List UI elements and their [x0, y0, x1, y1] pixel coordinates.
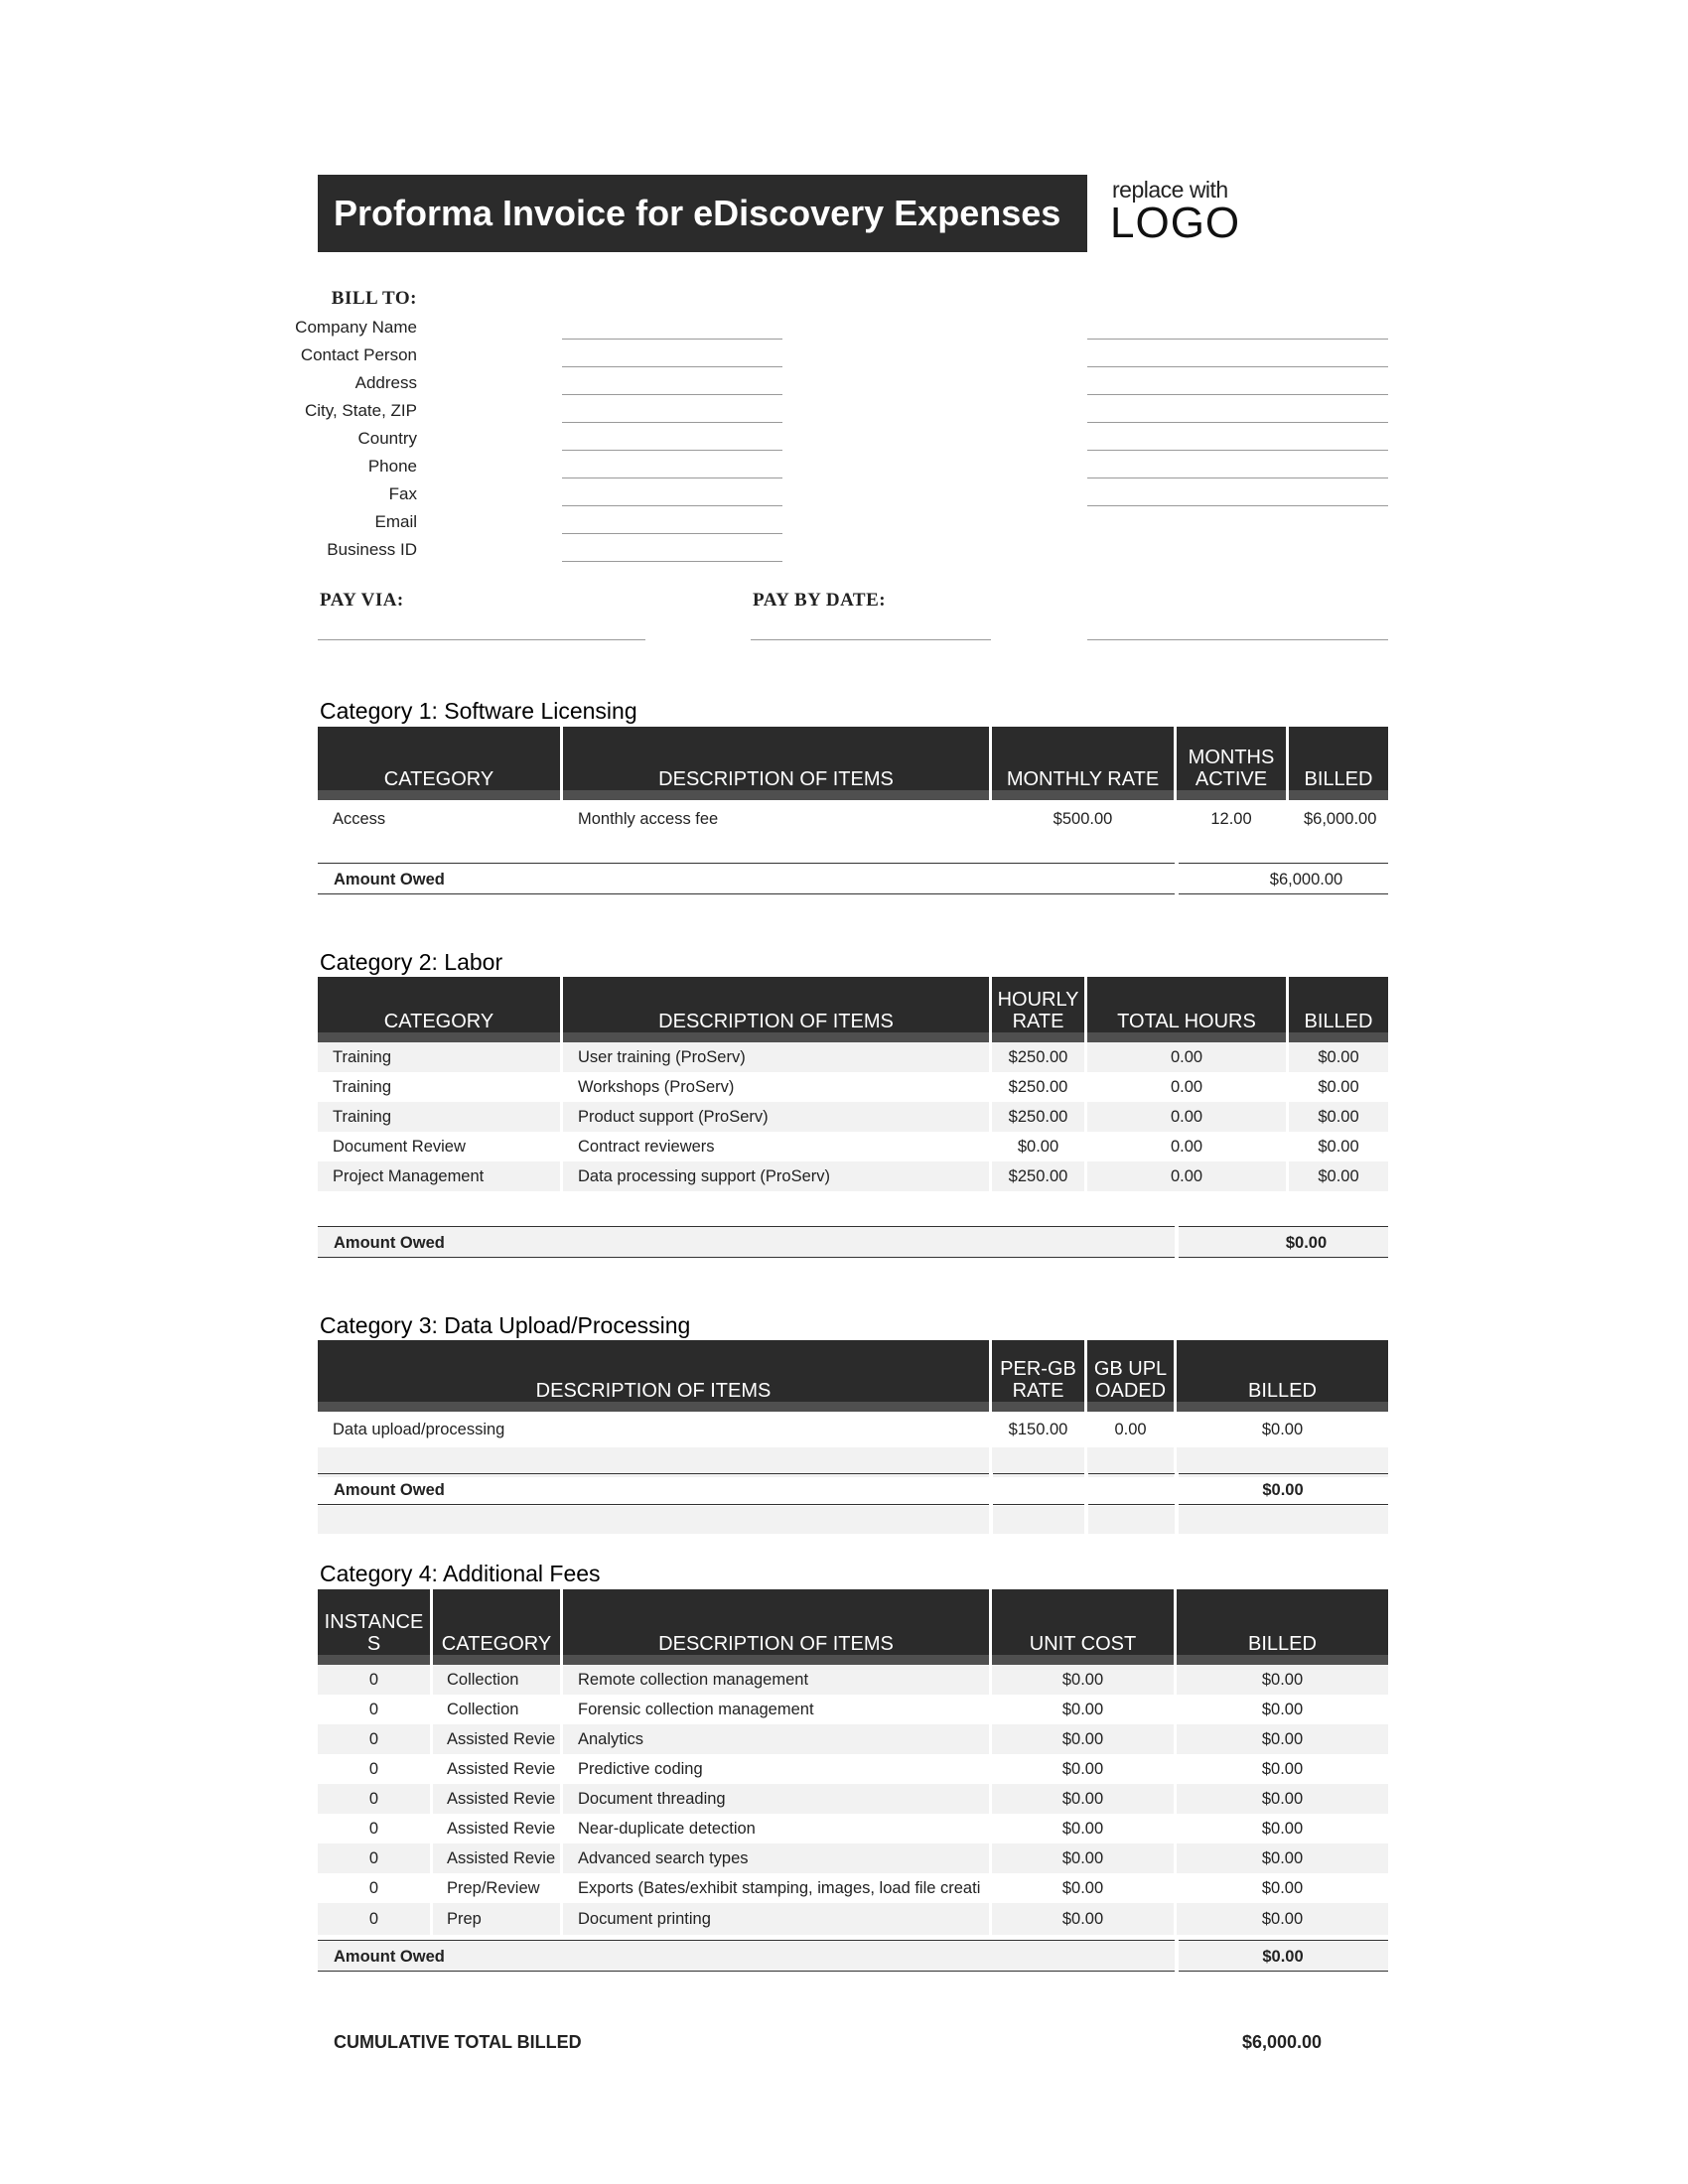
row-instances: 0	[318, 1724, 433, 1754]
row-instances: 0	[318, 1665, 433, 1695]
pay-via-label: PAY VIA:	[320, 590, 404, 611]
city-state-zip-field[interactable]	[562, 422, 782, 423]
row-rate: $250.00	[992, 1102, 1087, 1132]
row-unit-cost: $0.00	[992, 1665, 1177, 1695]
table-row	[318, 1102, 1388, 1132]
row-billed: $0.00	[1261, 1420, 1304, 1438]
column-header: PER-GB RATE	[992, 1340, 1087, 1402]
column-header: MONTHLY RATE	[992, 727, 1177, 790]
table-row	[318, 1412, 1388, 1447]
row-description: Advanced search types	[563, 1843, 992, 1873]
row-unit-cost: $0.00	[992, 1843, 1177, 1873]
table-row	[318, 1814, 1388, 1843]
row-billed: $0.00	[1289, 1042, 1388, 1072]
bill-to-heading: BILL TO:	[331, 288, 417, 309]
row-category: Collection	[433, 1695, 563, 1724]
column-header: DESCRIPTION OF ITEMS	[563, 977, 992, 1032]
pay-via-field[interactable]	[318, 639, 645, 640]
bill-to-country-label: Country	[357, 429, 417, 448]
table-row	[318, 1665, 1388, 1695]
row-billed: $6,000.00	[1304, 809, 1377, 828]
bill-to-email-label: Email	[374, 512, 417, 531]
logo-placeholder-caption: replace with	[1112, 177, 1228, 203]
amount-owed-value: $0.00	[1285, 1234, 1328, 1252]
table-row	[318, 1042, 1388, 1072]
category1-table	[318, 727, 1388, 838]
invoice-title: Proforma Invoice for eDiscovery Expenses	[318, 175, 1087, 252]
row-description: Workshops (ProServ)	[563, 1072, 992, 1102]
row-billed: $0.00	[1177, 1665, 1388, 1695]
bill-to-fax-label: Fax	[388, 484, 417, 503]
category1-title: Category 1: Software Licensing	[320, 698, 637, 724]
email-field[interactable]	[562, 533, 782, 534]
row-rate: $500.00	[992, 800, 1177, 838]
amount-owed-label: Amount Owed	[334, 1234, 445, 1252]
category1-amount-owed-row	[318, 863, 1388, 894]
row-billed: $0.00	[1177, 1843, 1388, 1873]
bill-to-address-label: Address	[354, 373, 417, 392]
column-header: GB UPLOADED	[1087, 1340, 1177, 1402]
column-header: CATEGORY	[433, 1589, 563, 1655]
row-category: Collection	[433, 1665, 563, 1695]
category3-title: Category 3: Data Upload/Processing	[320, 1312, 691, 1338]
column-header: DESCRIPTION OF ITEMS	[563, 727, 992, 790]
row-instances: 0	[318, 1814, 433, 1843]
table-row	[318, 1843, 1388, 1873]
category2-title: Category 2: Labor	[320, 949, 503, 975]
row-instances: 0	[318, 1754, 433, 1784]
row-unit-cost: $0.00	[992, 1814, 1177, 1843]
address-field[interactable]	[562, 394, 782, 395]
category4-amount-owed-row	[318, 1940, 1388, 1972]
row-quantity: 0.00	[1087, 1042, 1289, 1072]
amount-owed-label: Amount Owed	[334, 1481, 445, 1499]
row-category: Project Management	[318, 1161, 563, 1191]
row-description: Predictive coding	[563, 1754, 992, 1784]
row-category: Assisted Revie	[433, 1754, 563, 1784]
column-header: TOTAL HOURS	[1087, 977, 1289, 1032]
table-row	[318, 1072, 1388, 1102]
contact-person-field[interactable]	[562, 366, 782, 367]
row-description: Exports (Bates/exhibit stamping, images, load file creati	[563, 1873, 992, 1903]
category3-spacer-row	[318, 1506, 1388, 1534]
row-billed: $0.00	[1289, 1102, 1388, 1132]
company-name-field[interactable]	[562, 339, 782, 340]
row-category: Assisted Revie	[433, 1784, 563, 1814]
pay-by-date-label: PAY BY DATE:	[753, 590, 887, 611]
row-instances: 0	[318, 1873, 433, 1903]
row-billed: $0.00	[1261, 1759, 1304, 1778]
row-description: Document printing	[563, 1903, 992, 1935]
row-description: Product support (ProServ)	[563, 1102, 992, 1132]
row-description: Analytics	[563, 1724, 992, 1754]
row-category: Assisted Revie	[433, 1814, 563, 1843]
category4-title: Category 4: Additional Fees	[320, 1561, 601, 1586]
row-unit-cost: $0.00	[992, 1903, 1177, 1935]
row-instances: 0	[318, 1695, 433, 1724]
row-quantity: 0.00	[1087, 1072, 1289, 1102]
row-rate: $250.00	[992, 1042, 1087, 1072]
row-category: Prep/Review	[433, 1873, 563, 1903]
row-description: Contract reviewers	[563, 1132, 992, 1161]
row-category: Assisted Revie	[433, 1724, 563, 1754]
column-header: CATEGORY	[318, 727, 563, 790]
amount-owed-value: $0.00	[1262, 1481, 1304, 1499]
table-row	[318, 1161, 1388, 1191]
column-header: DESCRIPTION OF ITEMS	[563, 1589, 992, 1655]
table-row	[318, 1724, 1388, 1754]
row-billed: $0.00	[1318, 1077, 1359, 1096]
table-row	[318, 1873, 1388, 1903]
row-category: Training	[318, 1042, 563, 1072]
bill-to-company-label: Company Name	[295, 318, 417, 337]
row-category: Training	[318, 1102, 563, 1132]
column-header: UNIT COST	[992, 1589, 1177, 1655]
pay-by-date-field[interactable]	[751, 639, 991, 640]
row-quantity: 0.00	[1087, 1161, 1289, 1191]
row-quantity: 0.00	[1087, 1132, 1289, 1161]
table-row	[318, 800, 1388, 838]
amount-owed-value: $0.00	[1262, 1948, 1304, 1966]
table-row	[318, 1132, 1388, 1161]
bill-to-phone-label: Phone	[367, 457, 417, 476]
category2-amount-owed-row	[318, 1226, 1388, 1258]
row-billed: $0.00	[1177, 1784, 1388, 1814]
row-description: Data upload/processing	[318, 1412, 992, 1447]
row-billed: $0.00	[1177, 1724, 1388, 1754]
column-header: BILLED	[1177, 1589, 1388, 1655]
category3-amount-owed-row	[318, 1473, 1388, 1505]
bill-to-business-id-label: Business ID	[327, 540, 417, 559]
row-quantity: 12.00	[1177, 800, 1289, 838]
fax-field[interactable]	[562, 505, 782, 506]
row-rate: $150.00	[992, 1412, 1087, 1447]
column-header: INSTANCES	[318, 1589, 433, 1655]
table-row	[318, 1754, 1388, 1784]
row-description: Document threading	[563, 1784, 992, 1814]
bill-to-city-label: City, State, ZIP	[304, 401, 417, 420]
column-header: BILLED	[1289, 727, 1388, 790]
column-header: BILLED	[1289, 977, 1388, 1032]
table-row	[318, 1695, 1388, 1724]
row-rate: $0.00	[992, 1132, 1087, 1161]
right-field-line[interactable]	[1087, 366, 1388, 367]
row-category: Assisted Revie	[433, 1843, 563, 1873]
right-field-line[interactable]	[1087, 639, 1388, 640]
bill-to-contact-label: Contact Person	[300, 345, 417, 364]
row-description: Near-duplicate detection	[563, 1814, 992, 1843]
row-unit-cost: $0.00	[992, 1784, 1177, 1814]
row-category: Access	[318, 800, 563, 838]
row-rate: $250.00	[992, 1072, 1087, 1102]
row-rate: $250.00	[992, 1161, 1087, 1191]
category2-table	[318, 977, 1388, 1191]
column-header: HOURLY RATE	[992, 977, 1087, 1032]
category3-table	[318, 1340, 1388, 1477]
column-header: DESCRIPTION OF ITEMS	[318, 1340, 992, 1402]
column-header: CATEGORY	[318, 977, 563, 1032]
right-field-line[interactable]	[1087, 422, 1388, 423]
amount-owed-label: Amount Owed	[334, 1948, 445, 1966]
row-billed: $0.00	[1261, 1819, 1304, 1838]
right-field-line[interactable]	[1087, 339, 1388, 340]
row-unit-cost: $0.00	[992, 1695, 1177, 1724]
right-field-line[interactable]	[1087, 505, 1388, 506]
row-instances: 0	[318, 1843, 433, 1873]
row-unit-cost: $0.00	[992, 1873, 1177, 1903]
logo-placeholder: LOGO	[1110, 199, 1241, 247]
cumulative-total-label: CUMULATIVE TOTAL BILLED	[334, 2032, 582, 2052]
row-billed: $0.00	[1289, 1161, 1388, 1191]
row-category: Prep	[433, 1903, 563, 1935]
row-billed: $0.00	[1177, 1903, 1388, 1935]
row-category: Document Review	[318, 1132, 563, 1161]
row-description: User training (ProServ)	[563, 1042, 992, 1072]
row-quantity: 0.00	[1087, 1102, 1289, 1132]
row-billed: $0.00	[1261, 1878, 1304, 1897]
row-instances: 0	[318, 1784, 433, 1814]
row-quantity: 0.00	[1087, 1412, 1177, 1447]
row-category: Training	[318, 1072, 563, 1102]
row-billed: $0.00	[1261, 1700, 1304, 1718]
business-id-field[interactable]	[562, 561, 782, 562]
row-unit-cost: $0.00	[992, 1724, 1177, 1754]
cumulative-total-value: $6,000.00	[1241, 2032, 1323, 2052]
row-description: Forensic collection management	[563, 1695, 992, 1724]
column-header: MONTHS ACTIVE	[1177, 727, 1289, 790]
row-description: Remote collection management	[563, 1665, 992, 1695]
amount-owed-label: Amount Owed	[334, 871, 445, 888]
row-billed: $0.00	[1318, 1137, 1359, 1156]
table-row	[318, 1784, 1388, 1814]
table-row	[318, 1903, 1388, 1935]
row-instances: 0	[318, 1903, 433, 1935]
country-field[interactable]	[562, 450, 782, 451]
right-field-line[interactable]	[1087, 394, 1388, 395]
row-description: Data processing support (ProServ)	[563, 1161, 992, 1191]
right-field-line[interactable]	[1087, 450, 1388, 451]
row-description: Monthly access fee	[563, 800, 992, 838]
amount-owed-value: $6,000.00	[1269, 871, 1343, 888]
column-header: BILLED	[1177, 1340, 1388, 1402]
row-unit-cost: $0.00	[992, 1754, 1177, 1784]
category4-table	[318, 1589, 1388, 1935]
